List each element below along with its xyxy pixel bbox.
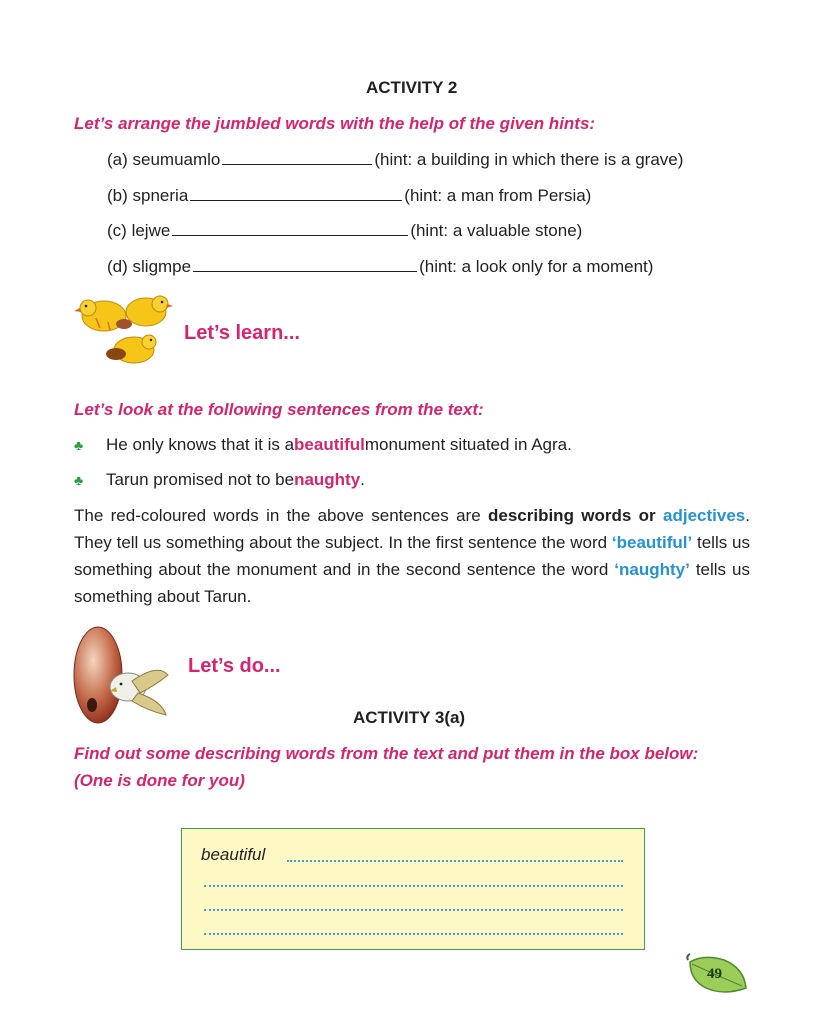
keyword-beautiful: ‘beautiful’ [611, 533, 693, 552]
activity-3a-instruction: Find out some describing words from the text and put them in the box below: [74, 744, 699, 763]
example-sentence-1 [74, 435, 572, 455]
describing-words-box[interactable] [181, 828, 645, 950]
para-text: . They tell us something about the subject. In the first sentence the word [74, 506, 750, 552]
jumble-item-b [107, 186, 591, 206]
activity-2-instruction: Let’s arrange the jumbled words with the help of the given hints: [74, 114, 596, 133]
activity-2-title: ACTIVITY 2 [366, 78, 458, 97]
learn-instruction: Let’s look at the following sentences from the text: [74, 400, 484, 419]
hint-text: (hint: a valuable stone) [410, 221, 583, 240]
jumble-item-a [107, 150, 683, 170]
answer-line[interactable] [287, 860, 623, 862]
example-answer: beautiful [201, 845, 266, 864]
hint-text: (hint: a look only for a moment) [419, 257, 654, 276]
answer-blank[interactable] [190, 186, 402, 201]
para-text: tells us something about the monument and in the second sentence the word [74, 533, 750, 579]
answer-line[interactable] [204, 885, 623, 887]
answer-blank[interactable] [172, 221, 408, 236]
answer-blank[interactable] [193, 257, 417, 272]
club-bullet-icon: ♣ [74, 437, 84, 453]
sentence-text: Tarun promised not to be [106, 470, 295, 489]
keyword-adjectives: adjectives [663, 506, 746, 525]
highlighted-adjective: beautiful [294, 435, 365, 454]
answer-line[interactable] [204, 933, 623, 935]
highlighted-adjective: naughty [294, 470, 361, 489]
answer-line[interactable] [204, 909, 623, 911]
club-bullet-icon: ♣ [74, 472, 84, 488]
hint-text: (hint: a building in which there is a grave) [374, 150, 684, 169]
sentence-text: . [360, 470, 365, 489]
example-sentence-2 [74, 470, 365, 490]
adjective-explanation [74, 502, 750, 610]
keyword-naughty: ‘naughty’ [614, 560, 690, 579]
item-label: (d) [107, 257, 128, 276]
para-text: tells us something about Tarun. [74, 560, 750, 606]
lets-learn-title: Let’s learn... [184, 322, 300, 344]
page-number: 49 [707, 966, 722, 982]
jumbled-word: lejwe [131, 221, 171, 240]
para-bold: describing words or [487, 506, 656, 525]
chicks-illustration [74, 292, 174, 374]
answer-blank[interactable] [222, 150, 372, 165]
egg-bird-illustration [70, 615, 180, 730]
sentence-text: He only knows that it is a [106, 435, 295, 454]
lets-do-title: Let’s do... [188, 655, 281, 677]
item-label: (a) [107, 150, 128, 169]
jumbled-word: spneria [132, 186, 189, 205]
item-label: (b) [107, 186, 128, 205]
jumbled-word: seumuamlo [132, 150, 221, 169]
activity-3a-title: ACTIVITY 3(a) [353, 708, 466, 727]
sentence-text: monument situated in Agra. [364, 435, 572, 454]
jumble-item-d [107, 257, 653, 277]
jumble-item-c [107, 221, 582, 241]
activity-3a-note: (One is done for you) [74, 771, 245, 790]
hint-text: (hint: a man from Persia) [404, 186, 592, 205]
jumbled-word: sligmpe [132, 257, 192, 276]
item-label: (c) [107, 221, 127, 240]
para-text: The red-coloured words in the above sentences are [74, 506, 488, 525]
